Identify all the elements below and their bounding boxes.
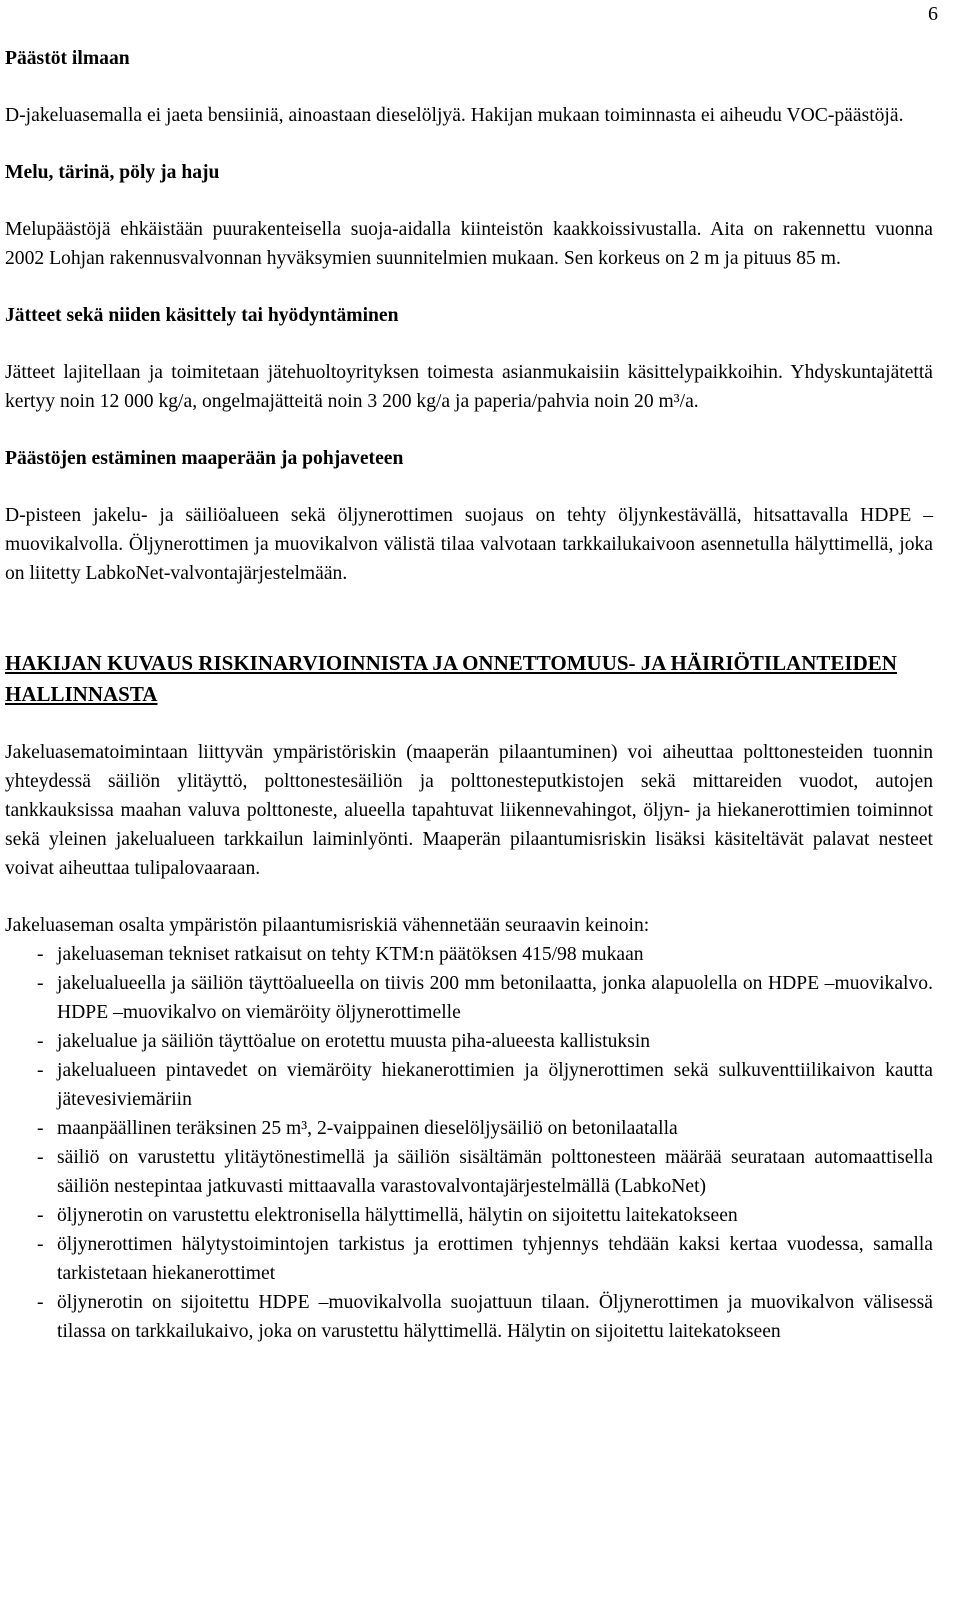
dash-bullet: - [37,973,44,994]
list-item [5,1027,933,1056]
list-item [5,1056,933,1114]
list-item-text: maanpäällinen teräksinen 25 m³, 2-vaippainen dieselöljysäiliö on betonilaatalla [57,1118,678,1139]
list-item-text: jakelualue ja säiliön täyttöalue on erotettu muusta piha-alueesta kallistuksin [57,1031,651,1052]
paragraph-noise: Melupäästöjä ehkäistään puurakenteisella suoja-aidalla kiinteistön kaakkoissivustalla. Aita on rakennettu vuonna 2002 Lohjan rakennusvalvonnan hyväksymien suunnitelmien mukaan. Sen korkeus on 2 m ja pituus 85 m. [5,219,933,269]
list-intro: Jakeluaseman osalta ympäristön pilaantumisriskiä vähennetään seuraavin keinoin: [5,915,650,936]
dash-bullet: - [37,1031,44,1052]
paragraph-risk-assessment: Jakeluasematoimintaan liittyvän ympäristöriskin (maaperän pilaantuminen) voi aiheuttaa polttonesteiden tuonnin yhteydessä säiliön ylitäyttö, polttonestesäiliön ja polttonesteputkistojen sekä mittareiden vuodot, autojen tankkauksissa maahan valuva polttoneste, alueella tapahtuvat liikennevahingot, öljyn- ja hiekanerottimien toiminnot sekä yleinen jakelualueen tarkkailun laiminlyönti. Maaperän pilaantumisriskin lisäksi käsiteltävät palavat nesteet voivat aiheuttaa tulipalovaaraan. [5,742,933,879]
list-item [5,1230,933,1288]
list-item-text: jakelualueella ja säiliön täyttöalueella on tiivis 200 mm betonilaatta, jonka alapuolella on HDPE –muovikalvo. HDPE –muovikalvo on viemäröity öljynerottimelle [57,973,933,1023]
heading-soil-protection: Päästöjen estäminen maaperään ja pohjaveteen [5,448,404,469]
list-item [5,940,933,969]
dash-bullet: - [37,1060,44,1081]
list-item [5,1288,933,1346]
heading-waste: Jätteet sekä niiden käsittely tai hyödyntäminen [5,305,399,326]
heading-risk-assessment: HAKIJAN KUVAUS RISKINARVIOINNISTA JA ONNETTOMUUS- JA HÄIRIÖTILANTEIDEN HALLINNASTA [5,651,897,706]
risk-measures-list [5,940,933,1346]
list-item [5,1201,933,1230]
list-item-text: säiliö on varustettu ylitäytönestimellä ja säiliön sisältämän polttonesteen määrää seurataan automaattisella säiliön nestepintaa jatkuvasti mittaavalla varastovalvontajärjestelmällä (LabkoNet) [57,1147,933,1197]
heading-air-emissions: Päästöt ilmaan [5,48,130,69]
dash-bullet: - [37,1205,44,1226]
list-item-text: öljynerotin on sijoitettu HDPE –muovikalvolla suojattuun tilaan. Öljynerottimen ja muovikalvon välisessä tilassa on tarkkailukaivo, joka on varustettu hälyttimellä. Hälytin on sijoitettu laitekatokseen [57,1292,933,1342]
paragraph-soil-protection: D-pisteen jakelu- ja säiliöalueen sekä öljynerottimen suojaus on tehty öljynkestävällä, hitsattavalla HDPE –muovikalvolla. Öljynerottimen ja muovikalvon välistä tilaa valvotaan tarkkailukaivoon asennetulla hälyttimellä, joka on liitetty LabkoNet-valvontajärjestelmään. [5,505,933,584]
page-number: 6 [928,3,938,25]
list-item-text: öljynerottimen hälytystoimintojen tarkistus ja erottimen tyhjennys tehdään kaksi kertaa vuodessa, samalla tarkistetaan hiekanerottimet [57,1234,933,1284]
list-item-text: jakeluaseman tekniset ratkaisut on tehty KTM:n päätöksen 415/98 mukaan [57,944,644,965]
dash-bullet: - [37,1118,44,1139]
heading-noise: Melu, tärinä, pöly ja haju [5,162,220,183]
document-body [5,44,933,1346]
dash-bullet: - [37,1234,44,1255]
dash-bullet: - [37,1292,44,1313]
list-item [5,1143,933,1201]
list-item [5,969,933,1027]
paragraph-air-emissions: D-jakeluasemalla ei jaeta bensiiniä, ainoastaan dieselöljyä. Hakijan mukaan toiminnasta ei aiheudu VOC-päästöjä. [5,105,904,126]
dash-bullet: - [37,1147,44,1168]
list-item-text: öljynerotin on varustettu elektronisella hälyttimellä, hälytin on sijoitettu laitekatokseen [57,1205,738,1226]
list-item-text: jakelualueen pintavedet on viemäröity hiekanerottimien ja öljynerottimen sekä sulkuventtiilikaivon kautta jätevesiviemäriin [57,1060,933,1110]
dash-bullet: - [37,944,44,965]
paragraph-waste: Jätteet lajitellaan ja toimitetaan jätehuoltoyrityksen toimesta asianmukaisiin käsittelypaikkoihin. Yhdyskuntajätettä kertyy noin 12 000 kg/a, ongelmajätteitä noin 3 200 kg/a ja paperia/pahvia noin 20 m³/a. [5,362,933,412]
list-item [5,1114,933,1143]
